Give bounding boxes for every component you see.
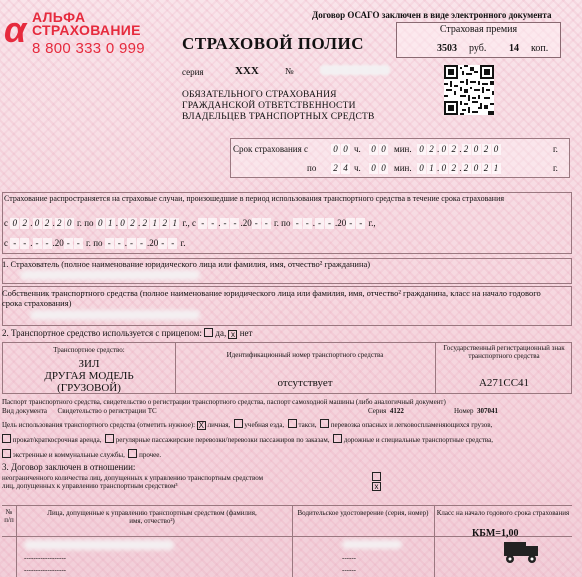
insurance-period-text: Страхование распространяется на страховые случаи, произошедшие в период использования транспортного средства в течение срока страхования <box>4 194 505 203</box>
trailer-no-checkbox[interactable]: x <box>228 330 237 339</box>
vehicle-make-label: Транспортное средство: <box>53 346 125 354</box>
term-to-row: по 2 4 ч. 0 0 мин. 0 1 . 0 2 . 2 0 2 1 г. <box>307 163 558 173</box>
trailer-row: 2. Транспортное средство используется с прицепом: да, x нет <box>2 328 253 339</box>
purpose-rent-checkbox[interactable] <box>2 434 11 443</box>
vin-value: отсутствует <box>277 377 333 389</box>
vehicle-doc-note: Паспорт транспортного средства, свидетельство о регистрации транспортного средства, паспорт самоходной машины (либо аналогичный документ) <box>2 398 446 406</box>
purpose-emergency-checkbox[interactable] <box>2 449 11 458</box>
contract-unlimited-option: неограниченного количества лиц, допущенных к управлению транспортным средством <box>2 474 263 482</box>
number-label: № <box>285 66 294 76</box>
purpose-training-checkbox[interactable] <box>234 419 243 428</box>
premium-amount: 3503 <box>437 43 457 54</box>
license-row-2-dashes: ------ <box>342 554 356 562</box>
period-row-2: с - - . - - .20 - - г. по - - . - - .20 - - г. <box>4 238 186 248</box>
insurer-name-redacted <box>20 270 200 280</box>
driver-row-2-dashes: ------------------ <box>24 554 66 562</box>
vehicle-table <box>2 342 572 394</box>
electronic-contract-note: Договор ОСАГО заключен в виде электронного документа <box>312 10 552 20</box>
contract-listed-option: лиц, допущенных к управлению транспортным средством³ <box>2 482 178 490</box>
policy-number-redacted <box>320 65 390 75</box>
drivers-name-header: Лица, допущенные к управлению транспортным средством (фамилия, имя, отчество²) <box>47 509 257 525</box>
plate-label: Государственный регистрационный знак транспортного средства <box>443 344 565 360</box>
series-label: серия <box>182 67 204 77</box>
plate-value: А271СС41 <box>478 377 530 389</box>
contract-listed-checkbox[interactable]: x <box>372 482 381 491</box>
premium-kop-value: 14 <box>509 43 519 54</box>
drivers-license-header: Водительское удостоверение (серия, номер) <box>297 509 429 517</box>
contract-unlimited-checkbox[interactable] <box>372 472 381 481</box>
owner-label: Собственник транспортного средства (полное наименование юридического лица или фамилия, имя, отчество² гражданина, класс на начало годового срока страхования) <box>2 288 541 308</box>
purpose-road-checkbox[interactable] <box>333 434 342 443</box>
vin-label: Идентификационный номер транспортного средства <box>226 351 384 359</box>
trailer-yes-checkbox[interactable] <box>204 328 213 337</box>
purpose-taxi-checkbox[interactable] <box>288 419 297 428</box>
driver-name-redacted <box>24 540 174 550</box>
alfa-logo-mark: α <box>4 9 27 50</box>
drivers-class-header: Класс на начало годового срока страхования <box>436 509 570 517</box>
truck-stamp-icon <box>498 528 546 568</box>
drivers-num-header: № п/п <box>4 508 14 524</box>
term-from-row: Срок страхования с 0 0 ч. 0 0 мин. 0 2 . 0 2 . 2 0 2 0 г. <box>233 144 558 154</box>
vehicle-make-value: ЗИЛ ДРУГАЯ МОДЕЛЬ (ГРУЗОВОЙ) <box>44 358 134 394</box>
purpose-section: Цель использования транспортного средства (отметить нужное): X личная, учебная езда, такси, перевозка опасных и легковоспламеняющихся грузов, прокат/краткосрочная аренда, регулярные пассажирские перевозки/перевозки пассажиров по заказам, дорожные и специальные транспортные средства, экстренные и коммунальные службы, прочее. <box>2 421 493 459</box>
premium-label: Страховая премия <box>439 24 518 35</box>
vehicle-doc-row: Вид документа Свидетельство о регистрации ТС Серия 4122 Номер 307041 <box>2 407 498 415</box>
kbm-value: КБМ=1,00 <box>472 528 519 539</box>
premium-box <box>396 22 561 58</box>
alfa-logo-name: АЛЬФА СТРАХОВАНИЕ <box>32 9 141 38</box>
drivers-table <box>2 505 572 577</box>
insurer-label: 1. Страхователь (полное наименование юридического лица или фамилия, имя, отчество² гражданина) <box>2 259 371 269</box>
period-row-1: с 0 2 . 0 2 . 2 0 г. по 0 1 . 0 2 . 2 1 2 1 г., с - - . - - .20 - - г. по - - . - - .20 - - г., <box>4 218 376 228</box>
premium-kop-label: коп. <box>531 43 549 54</box>
premium-rub-label: руб. <box>469 43 487 54</box>
series-value: ХХХ <box>235 65 259 77</box>
policy-title: СТРАХОВОЙ ПОЛИС <box>182 34 365 53</box>
driver-row-3-dashes: ------------------ <box>24 566 66 574</box>
purpose-personal-checkbox[interactable]: X <box>198 421 204 430</box>
qr-code <box>444 65 494 115</box>
driver-license-redacted <box>342 540 402 549</box>
insurance-term-box <box>230 138 570 178</box>
purpose-dangerous-checkbox[interactable] <box>320 419 329 428</box>
contract-label: 3. Договор заключен в отношении: <box>2 462 136 472</box>
purpose-other-checkbox[interactable] <box>128 449 137 458</box>
purpose-regular-checkbox[interactable] <box>105 434 114 443</box>
owner-name-redacted <box>30 310 200 320</box>
hotline-phone: 8 800 333 0 999 <box>32 40 145 57</box>
license-row-3-dashes: ------ <box>342 566 356 574</box>
osago-heading: ОБЯЗАТЕЛЬНОГО СТРАХОВАНИЯ ГРАЖДАНСКОЙ ОТВЕТСТВЕННОСТИ ВЛАДЕЛЬЦЕВ ТРАНСПОРТНЫХ СРЕДСТВ <box>182 90 375 122</box>
